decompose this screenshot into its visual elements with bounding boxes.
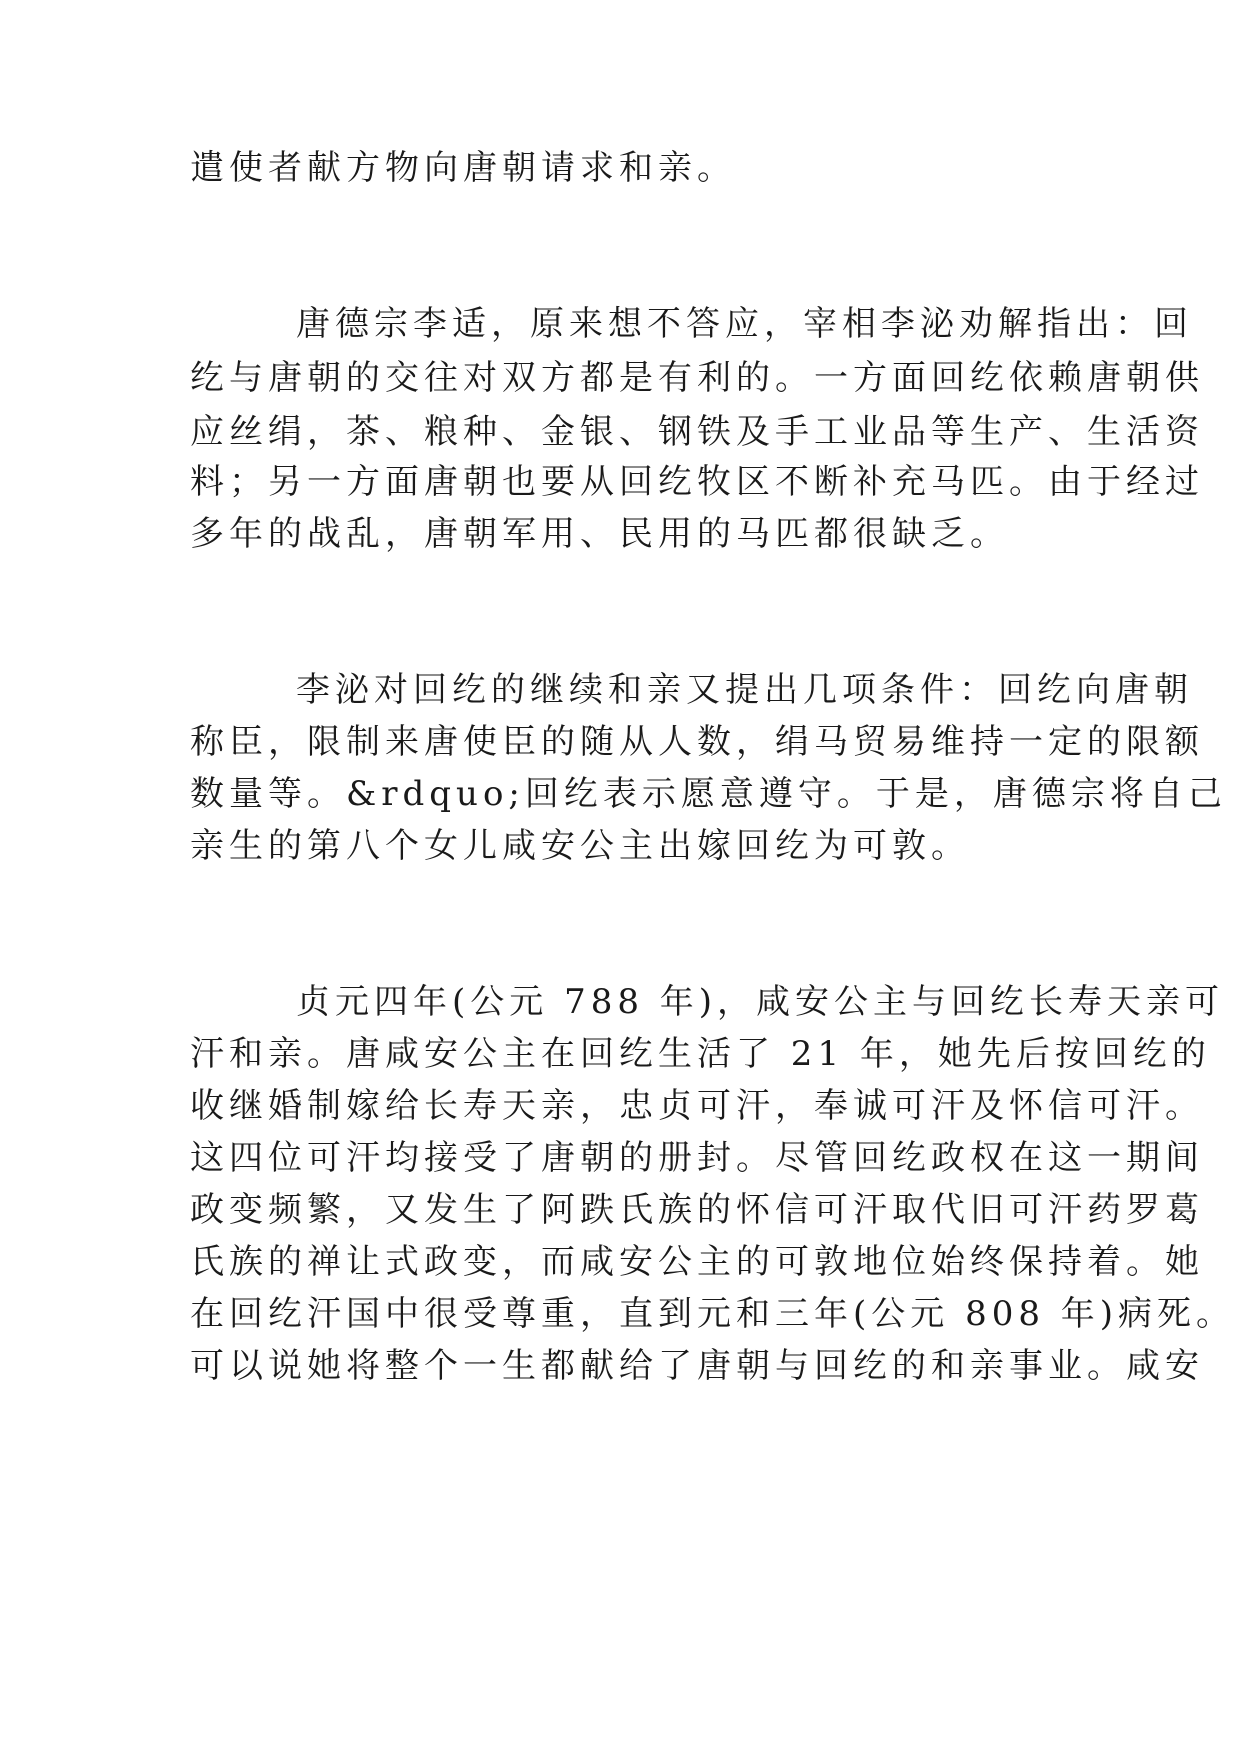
paragraph-2-line-3: 应丝绢，茶、粮种、金银、钢铁及手工业品等生产、生活资	[190, 412, 1204, 452]
paragraph-3-line-4: 亲生的第八个女儿咸安公主出嫁回纥为可敦。	[190, 826, 970, 866]
paragraph-4-line-1: 贞元四年(公元 788 年)，咸安公主与回纥长寿天亲可	[296, 982, 1225, 1022]
paragraph-3-line-1: 李泌对回纥的继续和亲又提出几项条件：回纥向唐朝	[296, 670, 1193, 710]
paragraph-4-line-6: 氏族的禅让式政变，而咸安公主的可敦地位始终保持着。她	[190, 1242, 1204, 1282]
paragraph-4-line-3: 收继婚制嫁给长寿天亲，忠贞可汗，奉诚可汗及怀信可汗。	[190, 1086, 1204, 1126]
paragraph-3-line-3: 数量等。&rdquo;回纥表示愿意遵守。于是，唐德宗将自己	[190, 774, 1227, 814]
paragraph-1-line-1: 遣使者献方物向唐朝请求和亲。	[190, 148, 736, 188]
paragraph-2-line-4: 料；另一方面唐朝也要从回纥牧区不断补充马匹。由于经过	[190, 462, 1204, 502]
paragraph-3-line-2: 称臣，限制来唐使臣的随从人数，绢马贸易维持一定的限额	[190, 722, 1204, 762]
paragraph-4-line-7: 在回纥汗国中很受尊重，直到元和三年(公元 808 年)病死。	[190, 1294, 1236, 1334]
paragraph-2-line-5: 多年的战乱，唐朝军用、民用的马匹都很缺乏。	[190, 514, 1009, 554]
paragraph-2-line-2: 纥与唐朝的交往对双方都是有利的。一方面回纥依赖唐朝供	[190, 358, 1204, 398]
paragraph-2-line-1: 唐德宗李适，原来想不答应，宰相李泌劝解指出：回	[296, 304, 1193, 344]
paragraph-4-line-8: 可以说她将整个一生都献给了唐朝与回纥的和亲事业。咸安	[190, 1346, 1204, 1386]
paragraph-4-line-5: 政变频繁，又发生了阿跌氏族的怀信可汗取代旧可汗药罗葛	[190, 1190, 1204, 1230]
paragraph-4-line-2: 汗和亲。唐咸安公主在回纥生活了 21 年，她先后按回纥的	[190, 1034, 1211, 1074]
paragraph-4-line-4: 这四位可汗均接受了唐朝的册封。尽管回纥政权在这一期间	[190, 1138, 1204, 1178]
